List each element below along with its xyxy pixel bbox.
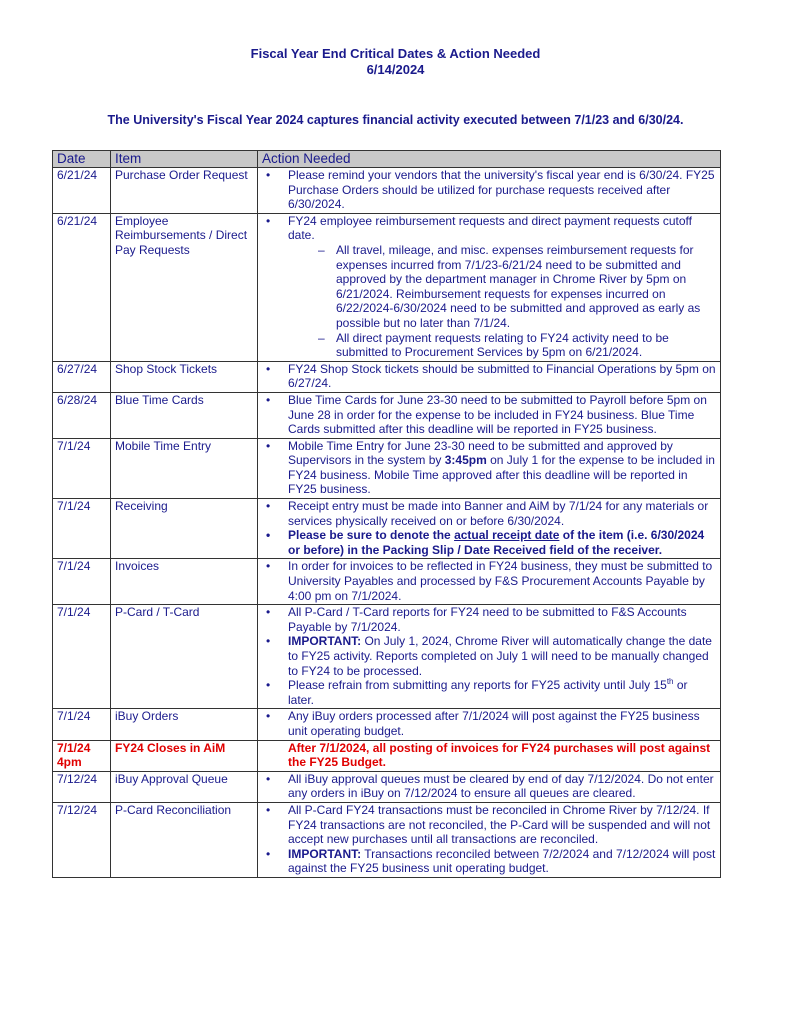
row-date: 7/12/24: [53, 771, 111, 802]
action-superscript: th: [666, 677, 674, 687]
row-action: [258, 438, 721, 498]
row-date: 7/1/24: [53, 559, 111, 605]
row-date: 7/1/24: [53, 499, 111, 559]
action-bullet: [288, 439, 716, 497]
row-date: 6/28/24: [53, 392, 111, 438]
title-text: Fiscal Year End Critical Dates & Action Needed: [250, 46, 541, 61]
row-date: 7/1/24: [53, 605, 111, 709]
action-text: Mobile Time Entry for June 23-30 need to be submitted and approved by Supervisors in the system by: [288, 438, 673, 468]
row-item: Receiving: [111, 499, 258, 559]
row-action: [258, 168, 721, 214]
action-bullet: • All P-Card FY24 transactions must be reconciled in Chrome River by 7/12/24. If FY24 transactions are not reconciled, the P-Card will be suspended and will not accept new purchases until all transactions are reconciled.: [288, 803, 716, 847]
action-underline: actual receipt date: [454, 528, 560, 543]
action-subitem: – All direct payment requests relating to FY24 activity need to be submitted to Procurement Services by 5pm on 6/21/2024.: [336, 331, 716, 360]
title-date: 6/14/2024: [366, 62, 425, 77]
header-date: Date: [53, 151, 111, 168]
action-bullet: • In order for invoices to be reflected in FY24 business, they must be submitted to University Payables and processed by F&S Procurement Accounts Payable by 4:00 pm on 7/1/2024.: [288, 559, 716, 603]
document-title: [0, 46, 791, 78]
table-header-row: [53, 151, 721, 168]
action-text: Please refrain from submitting any reports for FY25 activity until July 15: [288, 678, 667, 693]
row-action: [258, 802, 721, 877]
action-bullet: • Any iBuy orders processed after 7/1/2024 will post against the FY25 business unit operating budget.: [288, 709, 716, 738]
row-action: [258, 361, 721, 392]
action-emphasis: IMPORTANT:: [288, 634, 362, 649]
row-action: [258, 213, 721, 361]
row-item: Invoices: [111, 559, 258, 605]
action-bullet: [288, 678, 716, 707]
row-item: Employee Reimbursements / Direct Pay Requests: [111, 213, 258, 361]
row-action: [258, 392, 721, 438]
action-bullet: • All P-Card / T-Card reports for FY24 need to be submitted to F&S Accounts Payable by 7/1/2024.: [288, 605, 716, 634]
row-action: [258, 771, 721, 802]
table-row: [53, 438, 721, 498]
row-item: iBuy Orders: [111, 709, 258, 740]
table-row-highlight: [53, 740, 721, 771]
table-row: [53, 361, 721, 392]
action-bullet: • Blue Time Cards for June 23-30 need to be submitted to Payroll before 5pm on June 28 in order for the expense to be included in FY24 business. Blue Time Cards submitted after this deadline will be reported in FY25 business.: [288, 393, 716, 437]
row-item: Shop Stock Tickets: [111, 361, 258, 392]
action-bullet: [288, 528, 716, 557]
action-emphasis: 3:45pm: [444, 453, 487, 468]
header-action: Action Needed: [258, 151, 721, 168]
row-date: 6/21/24: [53, 168, 111, 214]
row-date: 7/1/24 4pm: [53, 740, 111, 771]
table-row: [53, 802, 721, 877]
row-date: 7/1/24: [53, 709, 111, 740]
action-text: Transactions reconciled between 7/2/2024 and 7/12/2024 will post against the FY25 business unit operating budget.: [288, 846, 716, 876]
action-text: of the item (i.e. 6/30/2024 or before) in the Packing Slip / Date Received field of the receiver.: [288, 528, 705, 557]
action-text: FY24 employee reimbursement requests and direct payment requests cutoff date.: [288, 213, 692, 243]
row-item: Blue Time Cards: [111, 392, 258, 438]
row-item: FY24 Closes in AiM: [111, 740, 258, 771]
row-date: 6/27/24: [53, 361, 111, 392]
row-action: [258, 740, 721, 771]
action-bullet: • FY24 Shop Stock tickets should be submitted to Financial Operations by 5pm on 6/27/24.: [288, 362, 716, 391]
table-row: [53, 392, 721, 438]
action-bullet: • Receipt entry must be made into Banner and AiM by 7/1/24 for any materials or services physically received on or before 6/30/2024.: [288, 499, 716, 528]
row-item: Mobile Time Entry: [111, 438, 258, 498]
action-text: On July 1, 2024, Chrome River will automatically change the date to FY25 activity. Reports completed on July 1 will need to be manually changed to FY24 to be processed.: [288, 634, 712, 678]
fiscal-year-statement: The University's Fiscal Year 2024 captures financial activity executed between 7/1/23 and 6/30/24.: [107, 113, 684, 127]
table-row: [53, 709, 721, 740]
action-bullet: • All iBuy approval queues must be cleared by end of day 7/12/2024. Do not enter any orders in iBuy on 7/12/2024 to ensure all queues are cleared.: [288, 772, 716, 801]
critical-dates-table: [52, 150, 721, 878]
action-subitem: – All travel, mileage, and misc. expenses reimbursement requests for expenses incurred from 7/1/23-6/21/24 need to be submitted and approved by the department manager in Chrome River by 5pm on 6/21/2024. Reimbursement requests for expenses incurred on 6/22/2024-6/30/2024 need to be submitted and approved as early as possible but no later than 7/1/24.: [336, 243, 716, 331]
row-date: 6/21/24: [53, 213, 111, 361]
action-text: After 7/1/2024, all posting of invoices for FY24 purchases will post against the FY25 Budget.: [288, 740, 711, 770]
table-row: [53, 605, 721, 709]
action-bullet: [288, 847, 716, 876]
row-item: P-Card / T-Card: [111, 605, 258, 709]
row-item: Purchase Order Request: [111, 168, 258, 214]
action-bullet: [288, 214, 716, 360]
action-bullet: [288, 634, 716, 678]
row-action: [258, 709, 721, 740]
table-row: [53, 168, 721, 214]
row-date: 7/1/24: [53, 438, 111, 498]
action-text: or later.: [288, 678, 688, 707]
action-text: Please be sure to denote the: [288, 528, 455, 543]
table-row: [53, 213, 721, 361]
row-item: P-Card Reconciliation: [111, 802, 258, 877]
row-item: iBuy Approval Queue: [111, 771, 258, 802]
action-bullet: • Please remind your vendors that the university's fiscal year end is 6/30/24. FY25 Purchase Orders should be utilized for purchase requests received after 6/30/2024.: [288, 168, 716, 212]
action-emphasis: IMPORTANT:: [288, 846, 362, 861]
row-action: [258, 499, 721, 559]
row-action: [258, 559, 721, 605]
action-text: on July 1 for the expense to be included in FY24 business. Mobile Time approved after this deadline will be reported in FY25 business.: [288, 453, 715, 497]
header-item: Item: [111, 151, 258, 168]
row-action: [258, 605, 721, 709]
table-row: [53, 771, 721, 802]
row-date: 7/12/24: [53, 802, 111, 877]
table-row: [53, 559, 721, 605]
table-row: [53, 499, 721, 559]
